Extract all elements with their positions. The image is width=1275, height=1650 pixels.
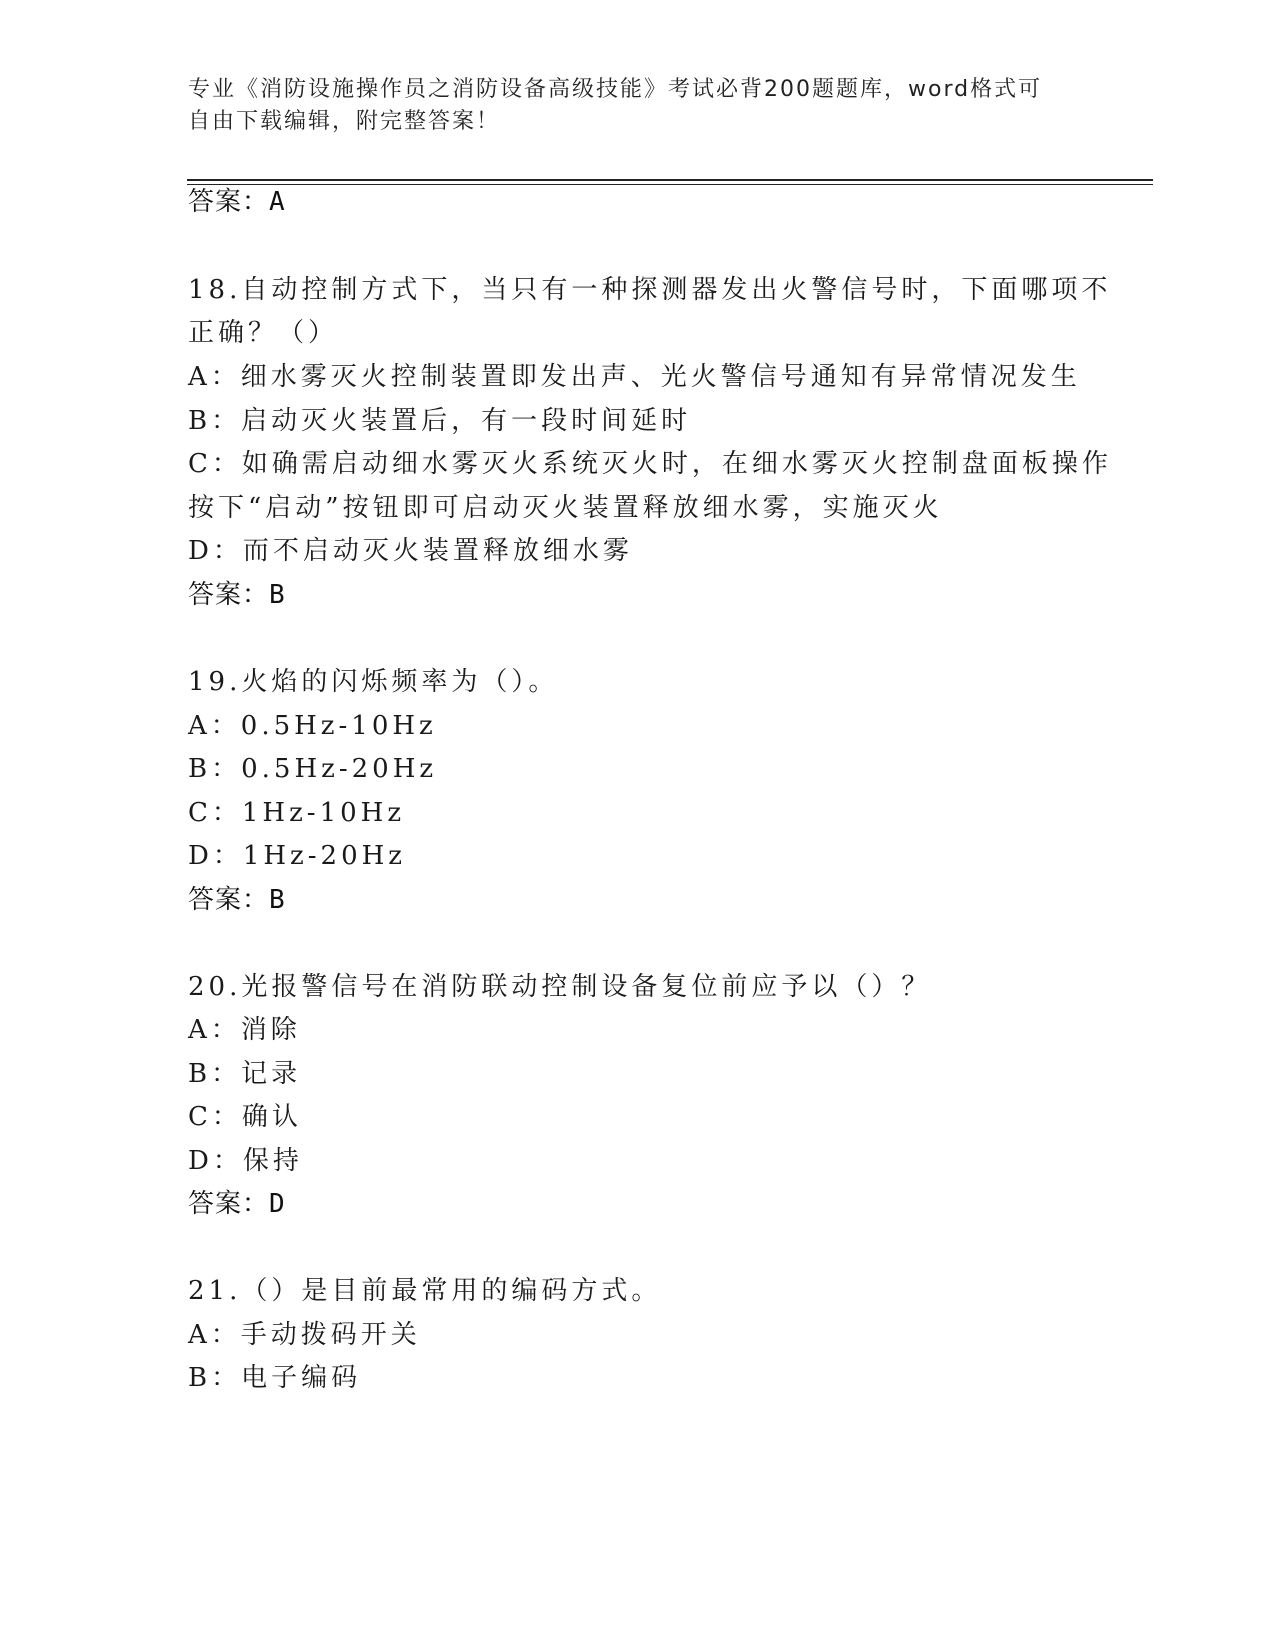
question-21-option-a: A：手动拨码开关 [188, 1320, 421, 1350]
question-19-option-c: C：1Hz-10Hz [188, 798, 406, 828]
document-header [188, 74, 1088, 138]
question-20-option-c: C：确认 [188, 1102, 302, 1132]
question-18-stem: 正确？（） [188, 318, 339, 348]
question-20-option-b: B：记录 [188, 1059, 302, 1089]
question-20-option-d: D：保持 [188, 1146, 303, 1176]
header-line-1: 专业《消防设施操作员之消防设备高级技能》考试必背200题题库，word格式可 [188, 77, 1043, 102]
question-19-answer: 答案：B [188, 885, 286, 915]
question-19-option-b: B：0.5Hz-20Hz [188, 754, 438, 784]
header-divider-thick [187, 179, 1153, 181]
question-19-stem: 19.火焰的闪烁频率为（）。 [188, 667, 559, 697]
question-21-stem: 21.（）是目前最常用的编码方式。 [188, 1276, 662, 1306]
question-18-answer: 答案：B [188, 580, 286, 610]
question-18-option-c: C：如确需启动细水雾灭火系统灭火时，在细水雾灭火控制盘面板操作 [188, 449, 1112, 479]
question-18-option-d: D：而不启动灭火装置释放细水雾 [188, 536, 633, 566]
question-18-option-b: B：启动灭火装置后，有一段时间延时 [188, 406, 692, 436]
question-18-option-c-cont: 按下“启动”按钮即可启动灭火装置释放细水雾，实施灭火 [188, 493, 943, 523]
question-18-stem: 18.自动控制方式下，当只有一种探测器发出火警信号时，下面哪项不 [188, 275, 1112, 305]
answer-line: 答案：A [188, 187, 286, 217]
question-21-option-b: B：电子编码 [188, 1363, 362, 1393]
question-20-stem: 20.光报警信号在消防联动控制设备复位前应予以（）？ [188, 972, 932, 1002]
question-20-answer: 答案：D [188, 1189, 286, 1219]
header-line-2: 自由下载编辑，附完整答案！ [188, 109, 501, 134]
header-divider-thin [187, 184, 1153, 185]
question-20-option-a: A：消除 [188, 1015, 301, 1045]
question-19-option-d: D：1Hz-20Hz [188, 841, 407, 871]
question-18-option-a: A：细水雾灭火控制装置即发出声、光火警信号通知有异常情况发生 [188, 362, 1081, 392]
question-19-option-a: A：0.5Hz-10Hz [188, 711, 437, 741]
